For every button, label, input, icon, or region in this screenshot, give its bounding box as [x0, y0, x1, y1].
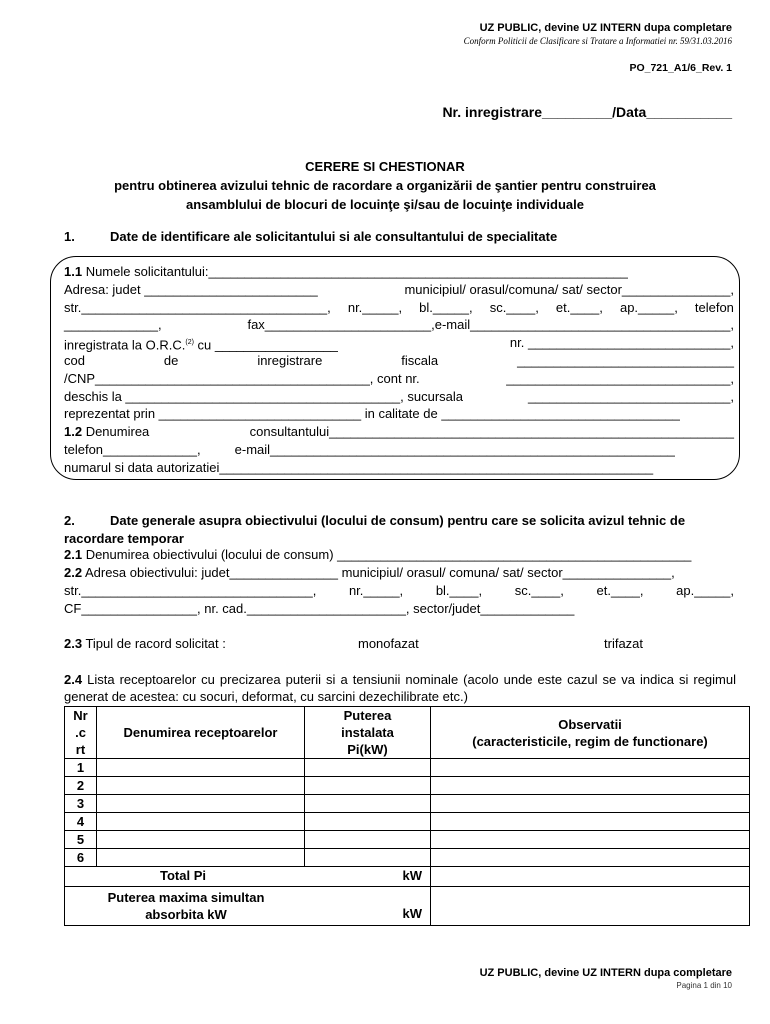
consultant-contact-field[interactable]: telefon_____________, e-mail________________________________________________________: [64, 442, 675, 457]
section-title: Date generale asupra obiectivului (locului de consum) pentru care se solicita avizul tehnic de racordare temporar: [64, 513, 686, 546]
table-row: 6: [65, 849, 750, 867]
applicant-contact-field[interactable]: _____________, fax_______________________,e-mail____________________________________,: [64, 317, 734, 332]
orc-registration-field[interactable]: inregistrata la O.R.C.$^{(2)}$ cu _________________ nr. ____________________________,: [64, 335, 734, 353]
section-title: Date de identificare ale solicitantului si ale consultantului de specialitate: [110, 229, 558, 244]
triphase-option[interactable]: trifazat: [604, 636, 644, 651]
total-row: [65, 867, 750, 887]
page-number: Pagina 1 din 10: [676, 981, 732, 990]
applicant-street-field[interactable]: str.__________________________________, nr._____, bl._____, sc.____, et.____, ap._____, telefon: [64, 300, 734, 315]
section-number: 2.: [64, 513, 75, 528]
classification-header: UZ PUBLIC, devine UZ INTERN dupa completare: [479, 22, 732, 34]
objective-address-field[interactable]: 2.2 Adresa obiectivului: judet_______________ municipiul/ orasul/ comuna/ sat/ sector_______________,: [64, 565, 675, 580]
table-header-row: [65, 707, 750, 759]
col-nr-header: Nr .c rt: [65, 707, 97, 759]
section-2-heading: [64, 512, 736, 548]
authorization-field[interactable]: numarul si data autorizatiei____________________________________________________________: [64, 460, 654, 475]
col-putere-header: Puterea instalata Pi(kW): [305, 707, 431, 759]
document-code: PO_721_A1/6_Rev. 1: [629, 62, 732, 74]
cnp-account-field[interactable]: /CNP______________________________________, cont nr. _______________________________,: [64, 371, 734, 386]
consultant-name-field[interactable]: 1.2 Denumirea consultantului________________________________________________________: [64, 424, 734, 439]
representative-field[interactable]: reprezentat prin ____________________________ in calitate de _________________________________: [64, 406, 680, 421]
table-row: 2: [65, 777, 750, 795]
total-label-cell: Total Pi kW: [65, 867, 431, 887]
fiscal-code-field[interactable]: cod de inregistrare fiscala ______________________________: [64, 353, 734, 368]
max-power-value-cell[interactable]: [431, 887, 750, 926]
form-title: [0, 157, 770, 214]
policy-reference: Conform Politicii de Clasificare si Tratare a Informatiei nr. 59/31.03.2016: [463, 36, 732, 46]
table-row: 1: [65, 759, 750, 777]
objective-name-field[interactable]: 2.1 Denumirea obiectivului (locului de consum) _________________________________________________: [64, 547, 692, 562]
bank-field[interactable]: deschis la ______________________________________, sucursala ____________________________,: [64, 389, 734, 404]
title-line-3: ansamblului de blocuri de locuinţe şi/sau de locuinţe individuale: [185, 197, 585, 212]
cadastral-field[interactable]: CF________________, nr. cad.______________________, sector/judet_____________: [64, 601, 575, 616]
receivers-list-description: 2.4 Lista receptoarelor cu precizarea puterii si a tensiunii nominale (acolo unde este cazul se va indica si regimul generat de acestea: cu socuri, deformat, cu sarcini dezechilibrate etc.): [64, 672, 736, 704]
table-row: 3: [65, 795, 750, 813]
objective-street-field[interactable]: str.________________________________, nr._____, bl.____, sc.____, et.____, ap._____,: [64, 583, 734, 598]
section-number: 1.: [64, 229, 75, 244]
table-row: 4: [65, 813, 750, 831]
applicant-address-field[interactable]: Adresa: judet ________________________ municipiul/ orasul/comuna/ sat/ sector_______________,: [64, 282, 734, 297]
table-row: 5: [65, 831, 750, 849]
total-value-cell[interactable]: [431, 867, 750, 887]
col-denumire-header: Denumirea receptoarelor: [97, 707, 305, 759]
connection-type-row: 2.3 Tipul de racord solicitat :: [64, 636, 226, 651]
applicant-name-field[interactable]: 1.1 Numele solicitantului:__________________________________________________________: [64, 264, 628, 279]
max-power-row: [65, 887, 750, 926]
title-line-2: pentru obtinerea avizului tehnic de racordare a organizării de şantier pentru construirea: [114, 178, 656, 193]
col-observatii-header: Observatii (caracteristicile, regim de functionare): [431, 707, 750, 759]
section-1-heading: [64, 229, 557, 244]
max-power-label-cell: Puterea maxima simultan absorbita kW kW: [65, 887, 431, 926]
receivers-table: [64, 706, 750, 926]
classification-footer: UZ PUBLIC, devine UZ INTERN dupa completare: [479, 967, 732, 979]
registration-field[interactable]: Nr. inregistrare_________/Data___________: [442, 104, 732, 120]
monophase-option[interactable]: monofazat: [358, 636, 419, 651]
title-line-1: CERERE SI CHESTIONAR: [305, 159, 465, 174]
